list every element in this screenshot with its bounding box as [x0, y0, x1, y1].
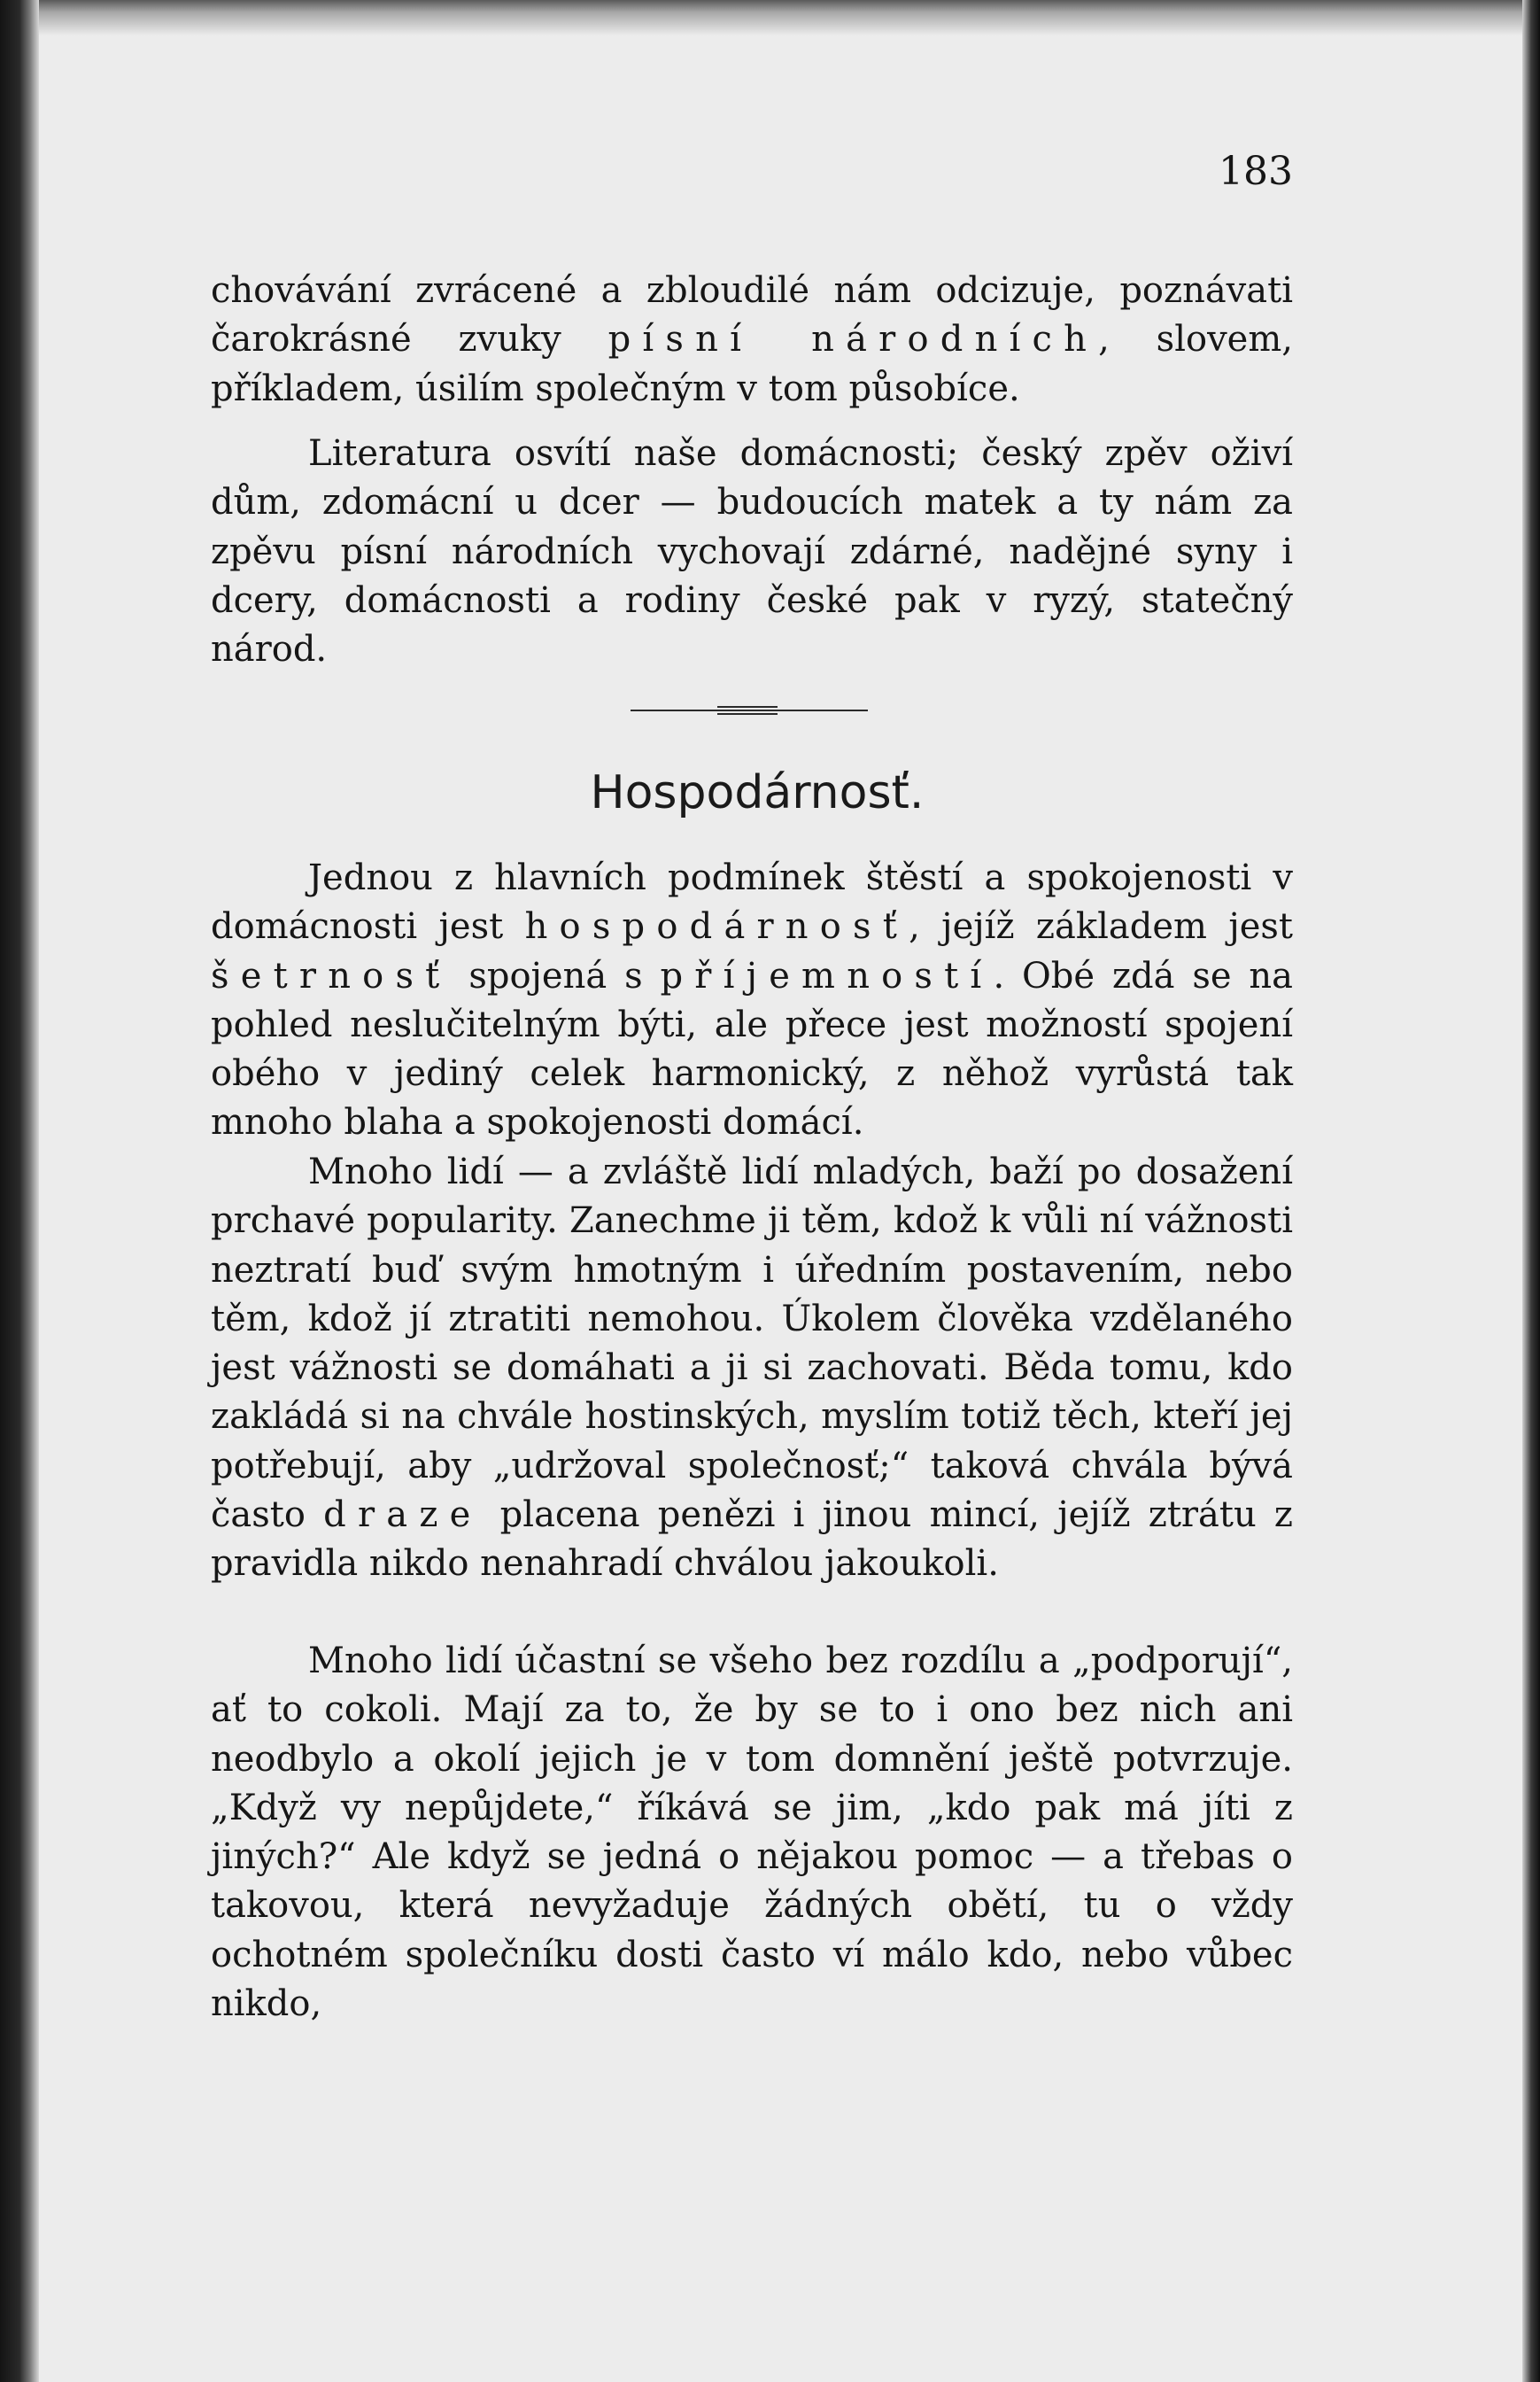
- paragraph-text: chovávání zvrácené a zbloudilé nám odcizuje, poznávati čarokrásné zvuky: [211, 270, 1293, 361]
- paragraph-literatura: Literatura osvítí naše domácnosti; český zpěv oživí dům, zdomácní u dcer — budoucích matek a ty nám za zpěvu písní národních vychovají zdárné, nadějné syny i dcery, domácnosti a rodiny české pak v ryzý, statečný národ.: [211, 433, 1293, 671]
- scan-edge-left: [0, 0, 39, 2382]
- spaced-emphasis: draze: [323, 1494, 483, 1536]
- page-number: 183: [1219, 149, 1293, 194]
- scan-edge-right: [1522, 0, 1540, 2382]
- spaced-emphasis: písní národních: [607, 319, 1099, 361]
- paragraph-text: placena penězi i jinou mincí, jejíž ztrátu z pravidla nikdo nenahradí chválou jakoukoli.: [211, 1494, 1293, 1585]
- paragraph-intro-continuation: [211, 267, 1293, 414]
- paragraph-jednou: [211, 854, 1293, 1148]
- paragraph-mnoho-lidi-popularity: [211, 1148, 1293, 1589]
- paragraph-text: Jednou z hlavních podmínek štěstí a spokojenosti v domácnosti jest: [211, 857, 1293, 948]
- paragraph-text: , slovem, příkladem, úsilím společným v tom působíce.: [211, 319, 1293, 409]
- paragraph-mnoho-lidi-podporuji: Mnoho lidí účastní se všeho bez rozdílu a „podporují“, ať to cokoli. Mají za to, že by se to i ono bez nich ani neodbylo a okolí jejich je v tom domnění ještě potvrzuje. „Když vy nepůjdete,“ říkává se jim, „kdo pak má jíti z jiných?“ Ale když se jedná o nějakou pomoc — a třebas o takovou, která nevyžaduje žádných obětí, tu o vždy ochotném společníku dosti často ví málo kdo, nebo vůbec nikdo,: [211, 1641, 1293, 2025]
- paragraph-text: . Obé zdá se na pohled neslučitelným býti, ale přece jest možností spojení obého v jediný celek harmonický, z něhož vyrůstá tak mnoho blaha a spokojenosti domácí.: [211, 955, 1293, 1144]
- paragraph-text: Mnoho lidí — a zvláště lidí mladých, baží po dosažení prchavé popularity. Zanechme ji těm, kdož k vůli ní vážnosti neztratí buď svým hmotným i úředním postavením, nebo těm, kdož jí ztratiti nemohou. Úkolem člověka vzdělaného jest vážnosti se domáhati a ji si zachovati. Běda tomu, kdo zakládá si na chvále hostinských, myslím totiž těch, kteří jej potřebují, aby „udržoval společnosť;“ taková chvála bývá často: [211, 1152, 1293, 1536]
- spaced-emphasis: hospodárnosť: [524, 906, 909, 948]
- section-heading: Hospodárnosť.: [590, 766, 925, 819]
- spaced-emphasis: příjemností: [660, 955, 994, 997]
- paragraph-text: spojená s: [451, 955, 661, 997]
- scan-edge-top: [0, 0, 1540, 35]
- spaced-emphasis: šetrnosť: [211, 955, 452, 997]
- paragraph-text: , jejíž základem jest: [909, 906, 1293, 948]
- section-divider: [631, 702, 868, 719]
